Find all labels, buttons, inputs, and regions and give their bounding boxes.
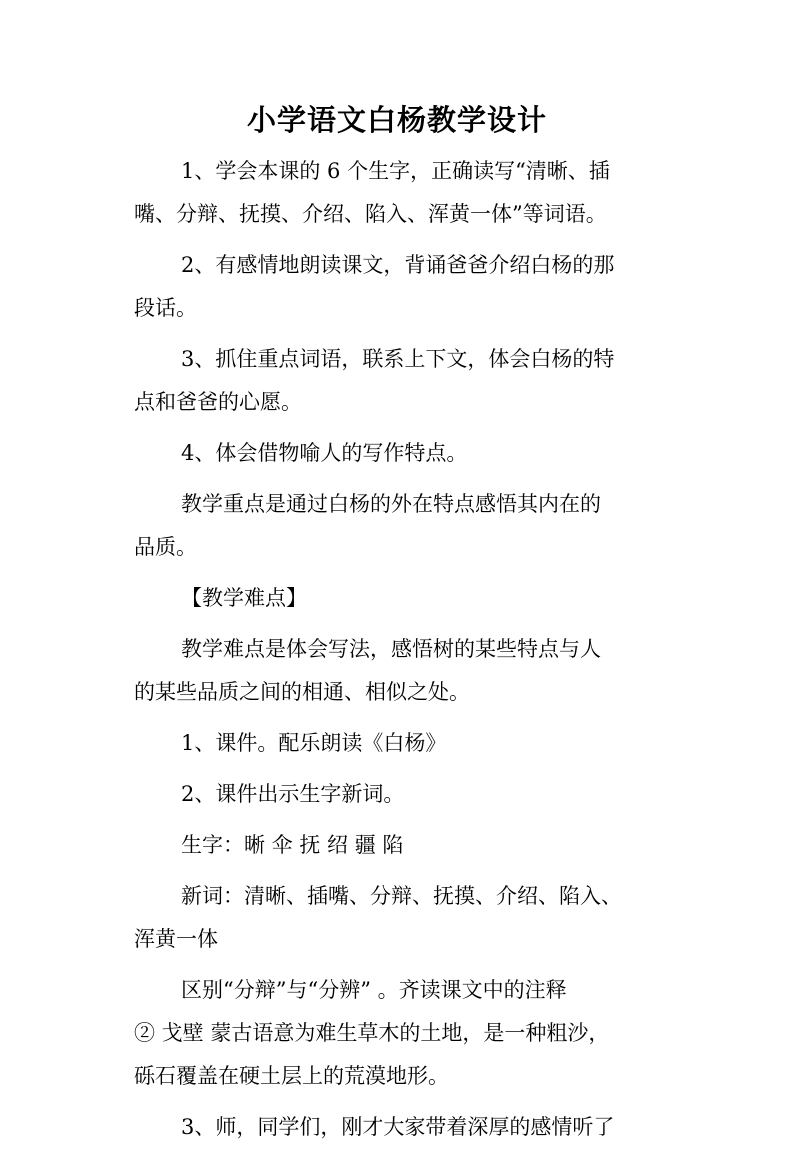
text-line: 1、课件。配乐朗读《白杨》	[181, 731, 447, 755]
text-line: 3、抓住重点词语，联系上下文，体会白杨的特	[181, 347, 615, 371]
document-title: 小学语文白杨教学设计	[246, 103, 547, 137]
text-line: 品质。	[134, 535, 197, 559]
text-line: 3、师，同学们，刚才大家带着深厚的感情听了	[181, 1115, 615, 1139]
text-line: 段话。	[134, 296, 197, 320]
text-line: ② 戈壁 蒙古语意为难生草木的土地，是一种粗沙，	[134, 1021, 610, 1045]
text-line: 生字：晰 伞 抚 绍 疆 陷	[181, 833, 404, 857]
text-line: 教学重点是通过白杨的外在特点感悟其内在的	[181, 492, 601, 516]
text-line: 区别“分辩”与“分辨” 。齐读课文中的注释	[181, 978, 567, 1002]
text-line: 1、学会本课的 6 个生字，正确读写“清晰、插	[181, 159, 610, 183]
text-line: 点和爸爸的心愿。	[134, 390, 302, 414]
text-line: 的某些品质之间的相通、相似之处。	[134, 680, 470, 704]
text-line: 【教学难点】	[181, 586, 307, 610]
text-line: 教学难点是体会写法，感悟树的某些特点与人	[181, 637, 601, 661]
document-body	[134, 150, 664, 1149]
text-line: 新词：清晰、插嘴、分辩、抚摸、介绍、陷入、	[181, 884, 622, 908]
text-line: 砾石覆盖在硬土层上的荒漠地形。	[134, 1064, 449, 1088]
text-line: 4、体会借物喻人的写作特点。	[181, 441, 468, 465]
text-line: 2、有感情地朗读课文，背诵爸爸介绍白杨的那	[181, 253, 615, 277]
text-line: 浑黄一体	[134, 927, 218, 951]
text-line: 嘴、分辩、抚摸、介绍、陷入、浑黄一体”等词语。	[134, 202, 607, 226]
text-line: 2、课件出示生字新词。	[181, 782, 405, 806]
